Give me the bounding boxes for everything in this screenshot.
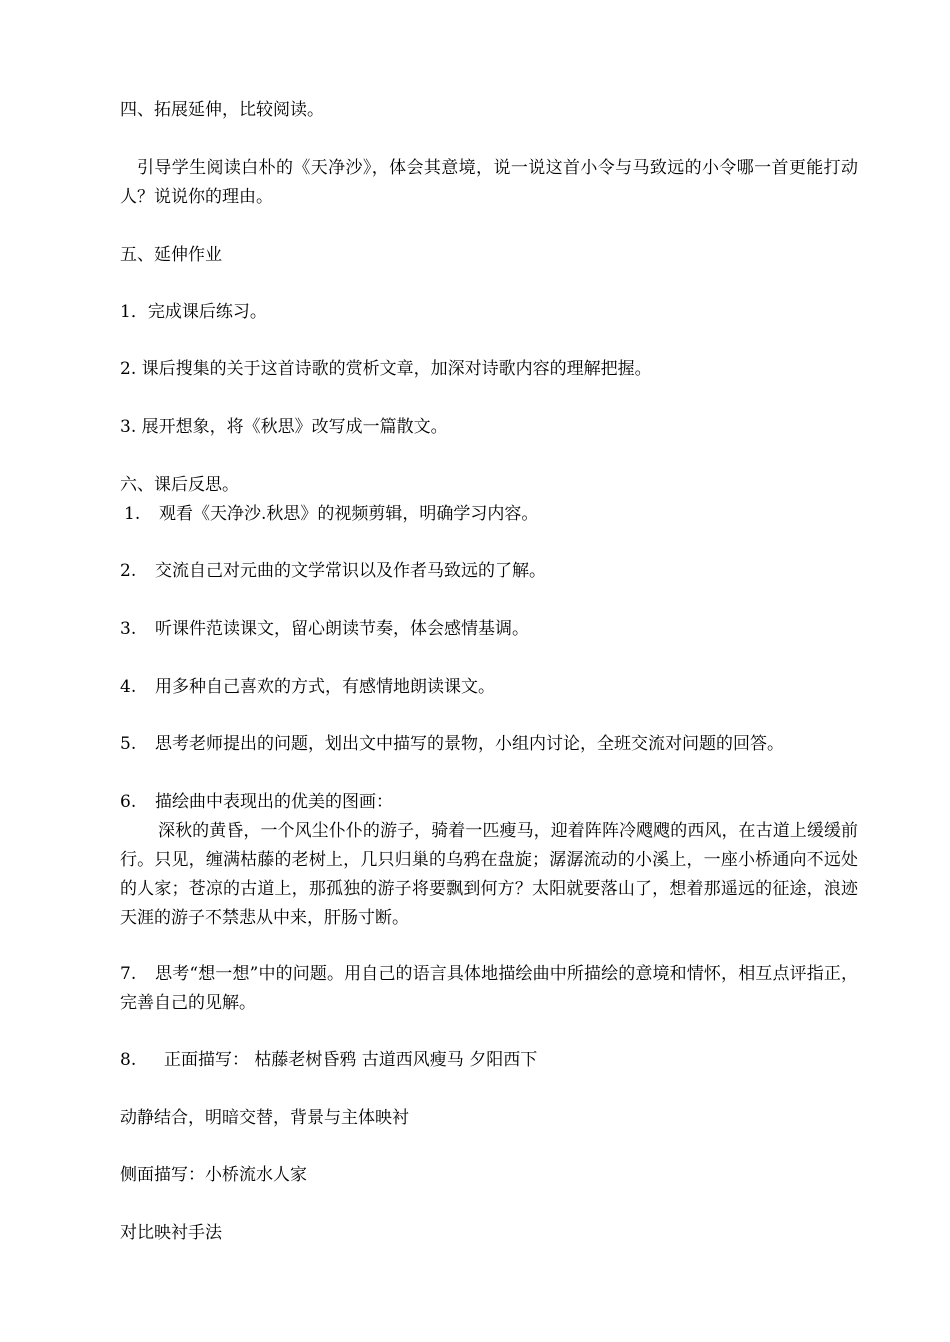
reflection-item-8 xyxy=(120,1046,537,1075)
item-text: 思考“想一想”中的问题。用自己的语言具体地描绘曲中所描绘的意境和情怀，相互点评指正，完善自己的见解。 xyxy=(120,964,858,1013)
section-heading-6: 六、课后反思。 xyxy=(120,475,239,495)
section-4-paragraph: 引导学生阅读白朴的《天净沙》，体会其意境，说一说这首小令与马致远的小令哪一首更能打动人？说说你的理由。 xyxy=(120,158,858,207)
reflection-item-6 xyxy=(120,788,393,817)
homework-item-3: 3. 展开想象，将《秋思》改写成一篇散文。 xyxy=(120,417,448,437)
section-heading-4: 四、拓展延伸，比较阅读。 xyxy=(120,100,324,120)
item-number: 3. xyxy=(120,619,137,639)
reflection-item-3 xyxy=(120,615,529,644)
note-contrast-technique: 动静结合，明暗交替，背景与主体映衬 xyxy=(120,1108,409,1128)
homework-item-1: 1．完成课后练习。 xyxy=(120,302,267,322)
item-text: 听课件范读课文，留心朗读节奏，体会感情基调。 xyxy=(155,619,529,639)
item-number: 1. xyxy=(124,504,141,524)
note-side-description: 侧面描写：小桥流水人家 xyxy=(120,1165,307,1185)
item-text: 描绘曲中表现出的优美的图画： xyxy=(155,792,393,812)
item-number: 5. xyxy=(120,734,137,754)
reflection-item-2 xyxy=(120,557,546,586)
item-number: 8. xyxy=(120,1050,137,1070)
reflection-item-7 xyxy=(120,960,858,1018)
reflection-item-5 xyxy=(120,730,784,759)
item-text: 观看《天净沙.秋思》的视频剪辑，明确学习内容。 xyxy=(159,504,539,524)
reflection-item-1 xyxy=(124,500,538,529)
item-text: 思考老师提出的问题，划出文中描写的景物，小组内讨论，全班交流对问题的回答。 xyxy=(155,734,784,754)
item-text: 用多种自己喜欢的方式，有感情地朗读课文。 xyxy=(155,677,495,697)
item-number: 2. xyxy=(120,561,137,581)
homework-item-2: 2. 课后搜集的关于这首诗歌的赏析文章，加深对诗歌内容的理解把握。 xyxy=(120,359,652,379)
item-number: 4. xyxy=(120,677,137,697)
reflection-item-4 xyxy=(120,673,495,702)
scene-description-paragraph: 深秋的黄昏，一个风尘仆仆的游子，骑着一匹瘦马，迎着阵阵冷飕飕的西风，在古道上缓缓前行。只见，缠满枯藤的老树上，几只归巢的乌鸦在盘旋；潺潺流动的小溪上，一座小桥通向不远处的人家；苍凉的古道上，那孤独的游子将要飘到何方？太阳就要落山了，想着那遥远的征途，浪迹天涯的游子不禁悲从中来，肝肠寸断。 xyxy=(120,821,858,928)
item-text: 交流自己对元曲的文学常识以及作者马致远的了解。 xyxy=(155,561,546,581)
item-number: 6. xyxy=(120,792,137,812)
item-text: 正面描写： 枯藤老树昏鸦 古道西风瘦马 夕阳西下 xyxy=(164,1050,538,1070)
note-contrast-method: 对比映衬手法 xyxy=(120,1223,222,1243)
section-heading-5: 五、延伸作业 xyxy=(120,245,222,265)
item-number: 7. xyxy=(120,964,137,984)
